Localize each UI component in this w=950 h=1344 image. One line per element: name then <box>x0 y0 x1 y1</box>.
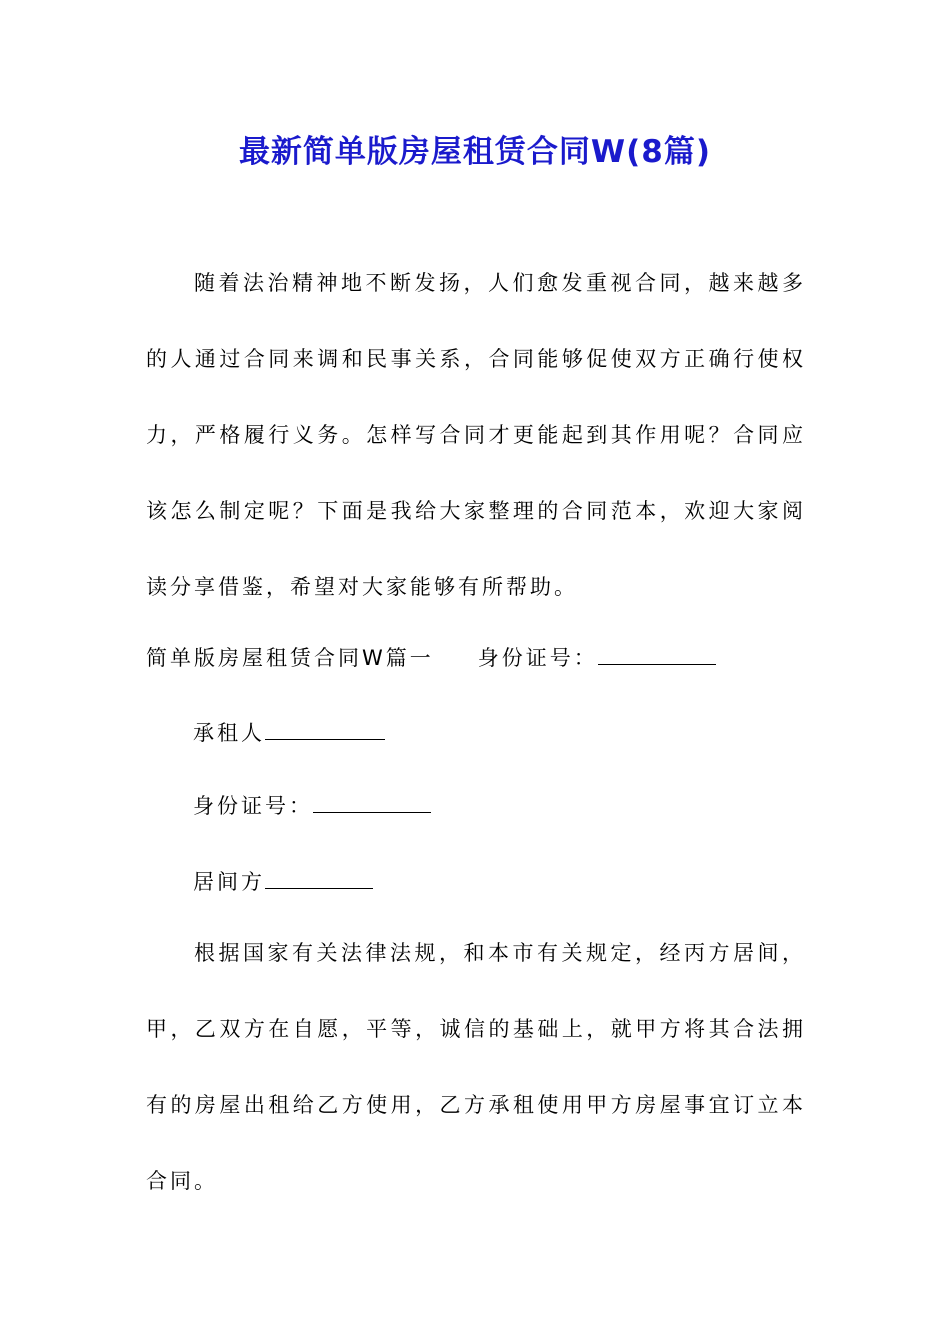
section-heading-line <box>146 638 716 678</box>
intro-paragraph: 随着法治精神地不断发扬，人们愈发重视合同，越来越多的人通过合同来调和民事关系，合同能够促使双方正确行使权力，严格履行义务。怎样写合同才更能起到其作用呢？合同应该怎么制定呢？下面是我给大家整理的合同范本，欢迎大家阅读分享借鉴，希望对大家能够有所帮助。 <box>146 271 806 599</box>
body-paragraph: 根据国家有关法律法规，和本市有关规定，经丙方居间，甲，乙双方在自愿，平等，诚信的基础上，就甲方将其合法拥有的房屋出租给乙方使用，乙方承租使用甲方房屋事宜订立本合同。 <box>146 941 806 1193</box>
tenant-label: 承租人 <box>193 721 265 745</box>
tenant-line <box>193 713 385 753</box>
tenant-blank <box>265 713 385 740</box>
section-heading: 简单版房屋租赁合同W篇一 <box>146 646 434 670</box>
document-title: 最新简单版房屋租赁合同W(8篇) <box>238 134 712 170</box>
agent-line <box>193 862 373 902</box>
agent-label: 居间方 <box>193 870 265 894</box>
agent-blank <box>265 862 373 889</box>
landlord-id-blank <box>598 638 716 665</box>
landlord-id-label: 身份证号： <box>477 646 598 670</box>
tenant-id-label: 身份证号： <box>193 794 313 818</box>
tenant-id-blank <box>313 786 431 813</box>
tenant-id-line <box>193 786 431 826</box>
